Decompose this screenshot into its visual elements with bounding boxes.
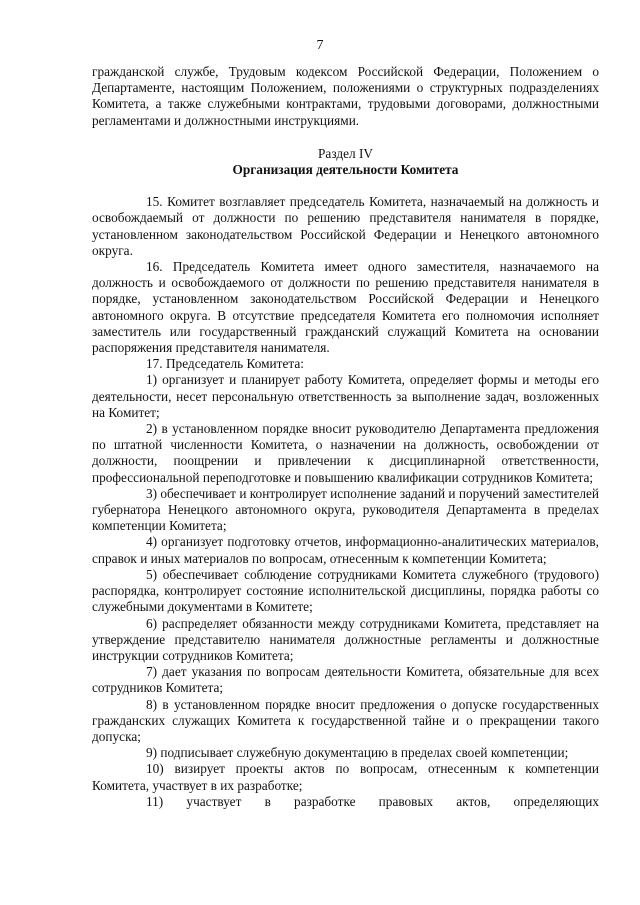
item-3: 3) обеспечивает и контролирует исполнение заданий и поручений заместителей губернатора Ненецкого автономного округа, руководителя Департамента в пределах компетенции Комитета;	[92, 485, 599, 534]
section-title: Организация деятельности Комитета	[232, 162, 459, 178]
item-8: 8) в установленном порядке вносит предложения о допуске государственных гражданских служащих Комитета к государственной тайне и о прекращении такого допуска;	[92, 696, 599, 744]
item-2: 2) в установленном порядке вносит руководителю Департамента предложения по штатной численности Комитета, о назначении на должность, освобождении от должности, поощрении и привлечении к дисциплинарной ответственности, профессиональной переподготовке и повышению квалификации сотрудников Комитета;	[92, 421, 599, 485]
item-7: 7) дает указания по вопросам деятельности Комитета, обязательные для всех сотрудников Комитета;	[92, 664, 599, 696]
document-body	[92, 64, 599, 810]
page-number: 7	[316, 38, 324, 53]
paragraph-17: 17. Председатель Комитета:	[146, 356, 304, 372]
paragraph-15: 15. Комитет возглавляет председатель Комитета, назначаемый на должность и освобождаемый от должности по решению представителя нанимателя в порядке, установленном законодательством Российской Федерации и Ненецкого автономного округа.	[92, 194, 599, 258]
item-5: 5) обеспечивает соблюдение сотрудниками Комитета служебного (трудового) распорядка, контролирует состояние исполнительской дисциплины, порядка работы со служебными документами в Комитете;	[92, 566, 599, 615]
item-10: 10) визирует проекты актов по вопросам, отнесенным к компетенции Комитета, участвует в их разработке;	[92, 761, 599, 793]
intro-paragraph: гражданской службе, Трудовым кодексом Российской Федерации, Положением о Департаменте, настоящим Положением, положениями о структурных подразделениях Комитета, а также служебными контрактами, трудовыми договорами, должностными регламентами и должностными инструкциями.	[92, 64, 599, 128]
section-number: Раздел IV	[318, 145, 373, 161]
item-6: 6) распределяет обязанности между сотрудниками Комитета, представляет на утверждение представителю нанимателя должностные регламенты и должностные инструкции сотрудников Комитета;	[92, 615, 599, 663]
item-11: 11) участвует в разработке правовых актов, определяющих	[146, 793, 599, 809]
item-4: 4) организует подготовку отчетов, информационно-аналитических материалов, справок и иных материалов по вопросам, отнесенным к компетенции Комитета;	[92, 534, 599, 566]
paragraph-16: 16. Председатель Комитета имеет одного заместителя, назначаемого на должность и освобождаемого от должности по решению представителя нанимателя в порядке, установленном законодательством Российской Федерации и Ненецкого автономного округа. В отсутствие председателя Комитета его полномочия исполняет заместитель или государственный гражданский служащий Комитета на основании распоряжения представителя нанимателя.	[92, 259, 599, 356]
item-1: 1) организует и планирует работу Комитета, определяет формы и методы его деятельности, несет персональную ответственность за выполнение задач, возложенных на Комитет;	[92, 372, 599, 420]
item-9: 9) подписывает служебную документацию в пределах своей компетенции;	[146, 745, 569, 761]
